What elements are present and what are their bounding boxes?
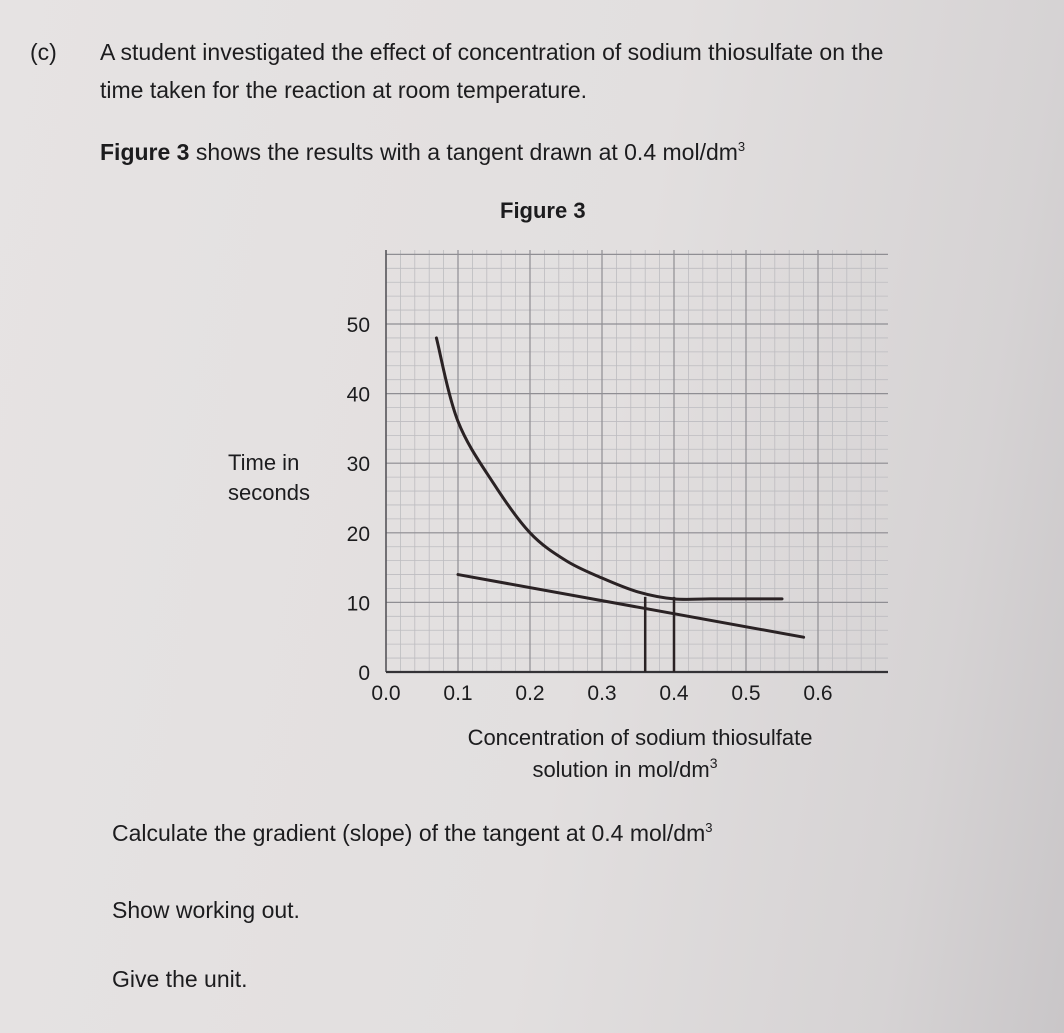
- x-axis-label-line-1: Concentration of sodium thiosulfate: [467, 725, 813, 750]
- intro-line-2: time taken for the reaction at room temperature.: [100, 77, 588, 103]
- x-axis-label-line-2: [532, 755, 717, 782]
- tick-labels: [347, 314, 833, 705]
- x-tick-label: 0.3: [587, 682, 617, 705]
- x-axis-label-line-2-main: solution in mol/dm: [532, 757, 710, 782]
- x-tick-label: 0.4: [659, 682, 689, 705]
- figure-reference-sup: 3: [737, 139, 746, 154]
- intro-line-1: A student investigated the effect of concentration of sodium thiosulfate on the: [100, 39, 884, 65]
- question-label: (c): [30, 39, 57, 65]
- y-axis-label-line-2: seconds: [228, 480, 310, 505]
- y-tick-label: 10: [346, 592, 370, 616]
- y-tick-label: 20: [346, 522, 370, 546]
- y-tick-label: 40: [346, 383, 370, 407]
- calculate-instruction: [112, 818, 712, 848]
- figure-title: Figure 3: [500, 198, 586, 223]
- data-curve: [436, 338, 782, 600]
- y-tick-label: 0: [358, 662, 370, 685]
- y-tick-label: 50: [346, 314, 370, 337]
- grid: [386, 250, 888, 672]
- x-tick-label: 0.1: [443, 682, 473, 705]
- x-tick-label: 0.6: [803, 682, 833, 705]
- y-tick-label: 30: [346, 453, 370, 477]
- give-unit-instruction: Give the unit.: [112, 966, 248, 992]
- axes: [386, 250, 888, 672]
- x-tick-label: 0.2: [515, 682, 545, 705]
- x-axis-label-sup: 3: [709, 755, 718, 771]
- x-tick-label: 0.0: [371, 682, 401, 705]
- show-working-instruction: Show working out.: [112, 897, 300, 923]
- calculate-text: Calculate the gradient (slope) of the tangent at 0.4 mol/dm: [112, 820, 706, 846]
- figure-reference-bold: Figure 3: [100, 139, 190, 165]
- y-axis-label-line-1: Time in: [228, 450, 300, 475]
- x-tick-label: 0.5: [731, 682, 761, 705]
- calculate-sup: 3: [705, 820, 713, 835]
- figure-reference-rest: shows the results with a tangent drawn at 0.4 mol/dm: [189, 139, 738, 165]
